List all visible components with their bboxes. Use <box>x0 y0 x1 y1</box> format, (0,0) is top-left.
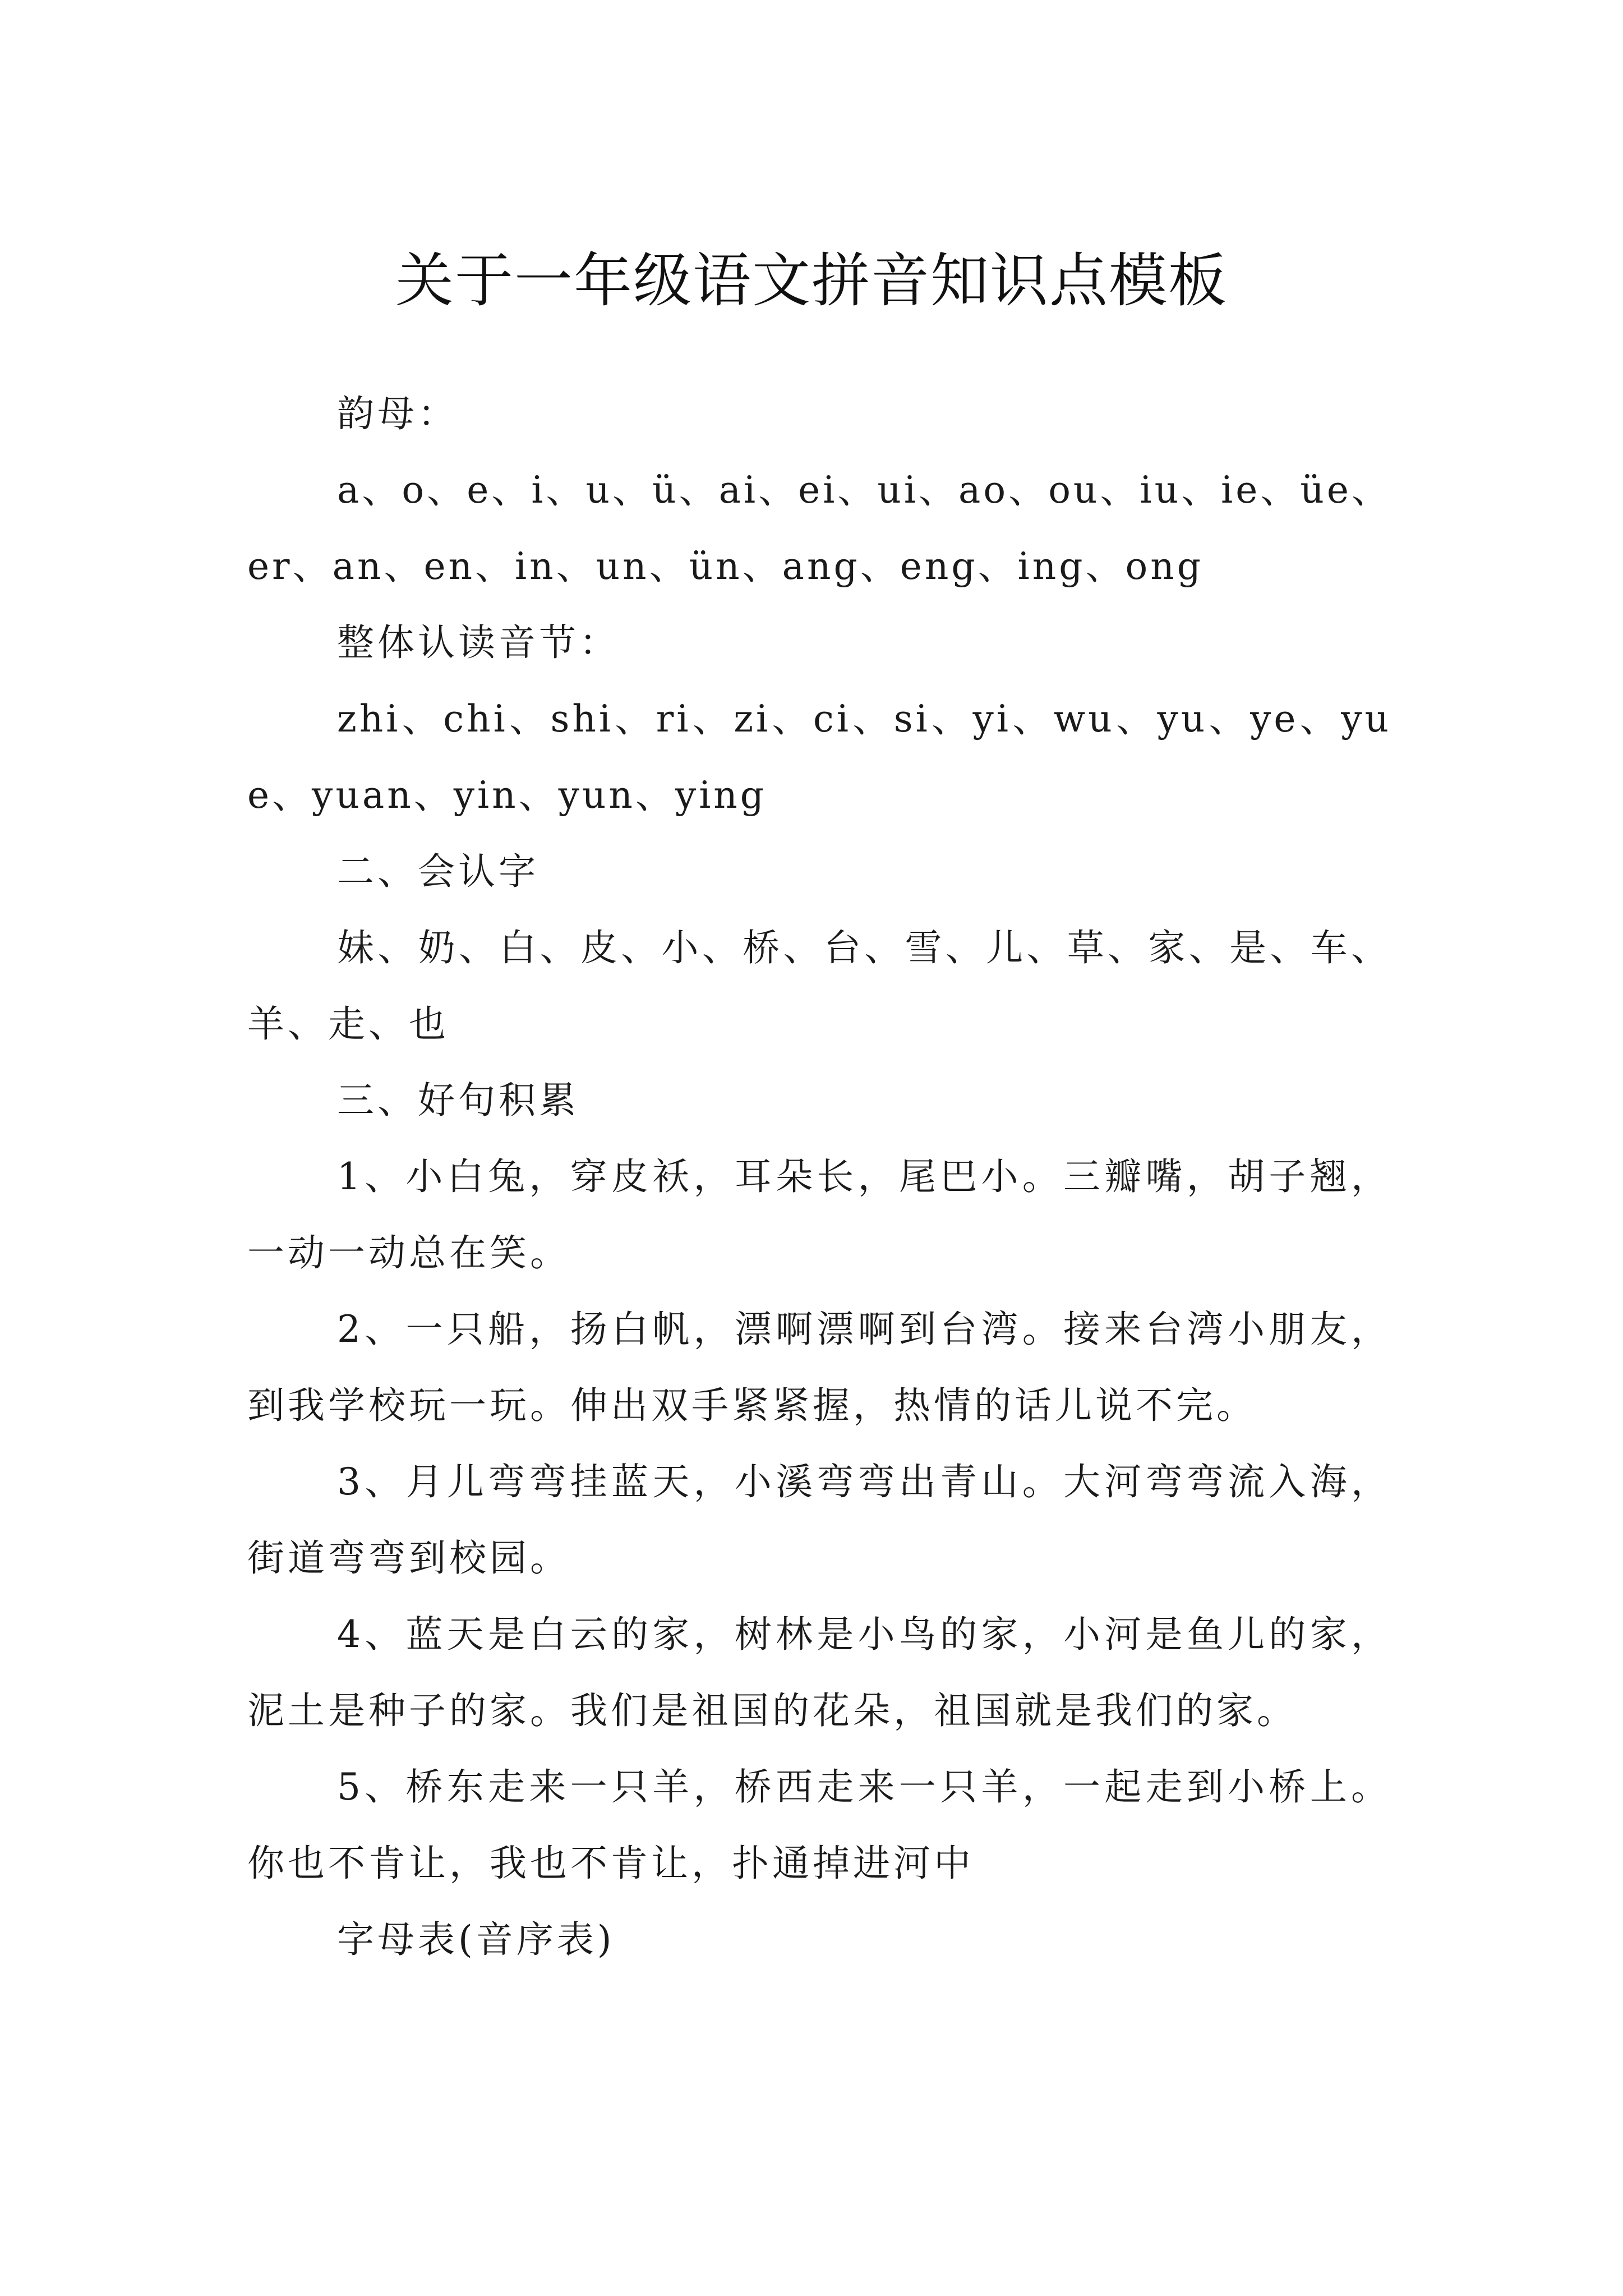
sentence-item: 3、月儿弯弯挂蓝天，小溪弯弯出青山。大河弯弯流入海，街道弯弯到校园。 <box>247 1460 1391 1580</box>
characters-list: 妹、奶、白、皮、小、桥、台、雪、儿、草、家、是、车、羊、走、也 <box>247 926 1391 1046</box>
document-body <box>247 376 1391 1978</box>
syllables-list: zhi、chi、shi、ri、zi、ci、si、yi、wu、yu、ye、yue、yuan、yin、yun、ying <box>247 697 1391 817</box>
section-heading-alphabet: 字母表(音序表) <box>337 1918 615 1961</box>
section-heading-sentences: 三、好句积累 <box>337 1079 579 1122</box>
sentence-item: 1、小白兔，穿皮袄，耳朵长，尾巴小。三瓣嘴，胡子翘，一动一动总在笑。 <box>247 1155 1391 1274</box>
sentence-item: 4、蓝天是白云的家，树林是小鸟的家，小河是鱼儿的家，泥土是种子的家。我们是祖国的花朵，祖国就是我们的家。 <box>247 1613 1391 1732</box>
section-heading-finals: 韵母： <box>337 392 458 435</box>
document-title: 关于一年级语文拼音知识点模板 <box>395 246 1228 315</box>
sentence-item: 2、一只船，扬白帆，漂啊漂啊到台湾。接来台湾小朋友，到我学校玩一玩。伸出双手紧紧握，热情的话儿说不完。 <box>247 1308 1391 1427</box>
sentence-item: 5、桥东走来一只羊，桥西走来一只羊，一起走到小桥上。你也不肯让，我也不肯让，扑通掉进河中 <box>247 1765 1391 1885</box>
section-heading-syllables: 整体认读音节： <box>337 621 620 664</box>
finals-list: a、o、e、i、u、ü、ai、ei、ui、ao、ou、iu、ie、üe、er、an、en、in、un、ün、ang、eng、ing、ong <box>247 468 1391 588</box>
section-heading-characters: 二、会认字 <box>337 850 539 893</box>
